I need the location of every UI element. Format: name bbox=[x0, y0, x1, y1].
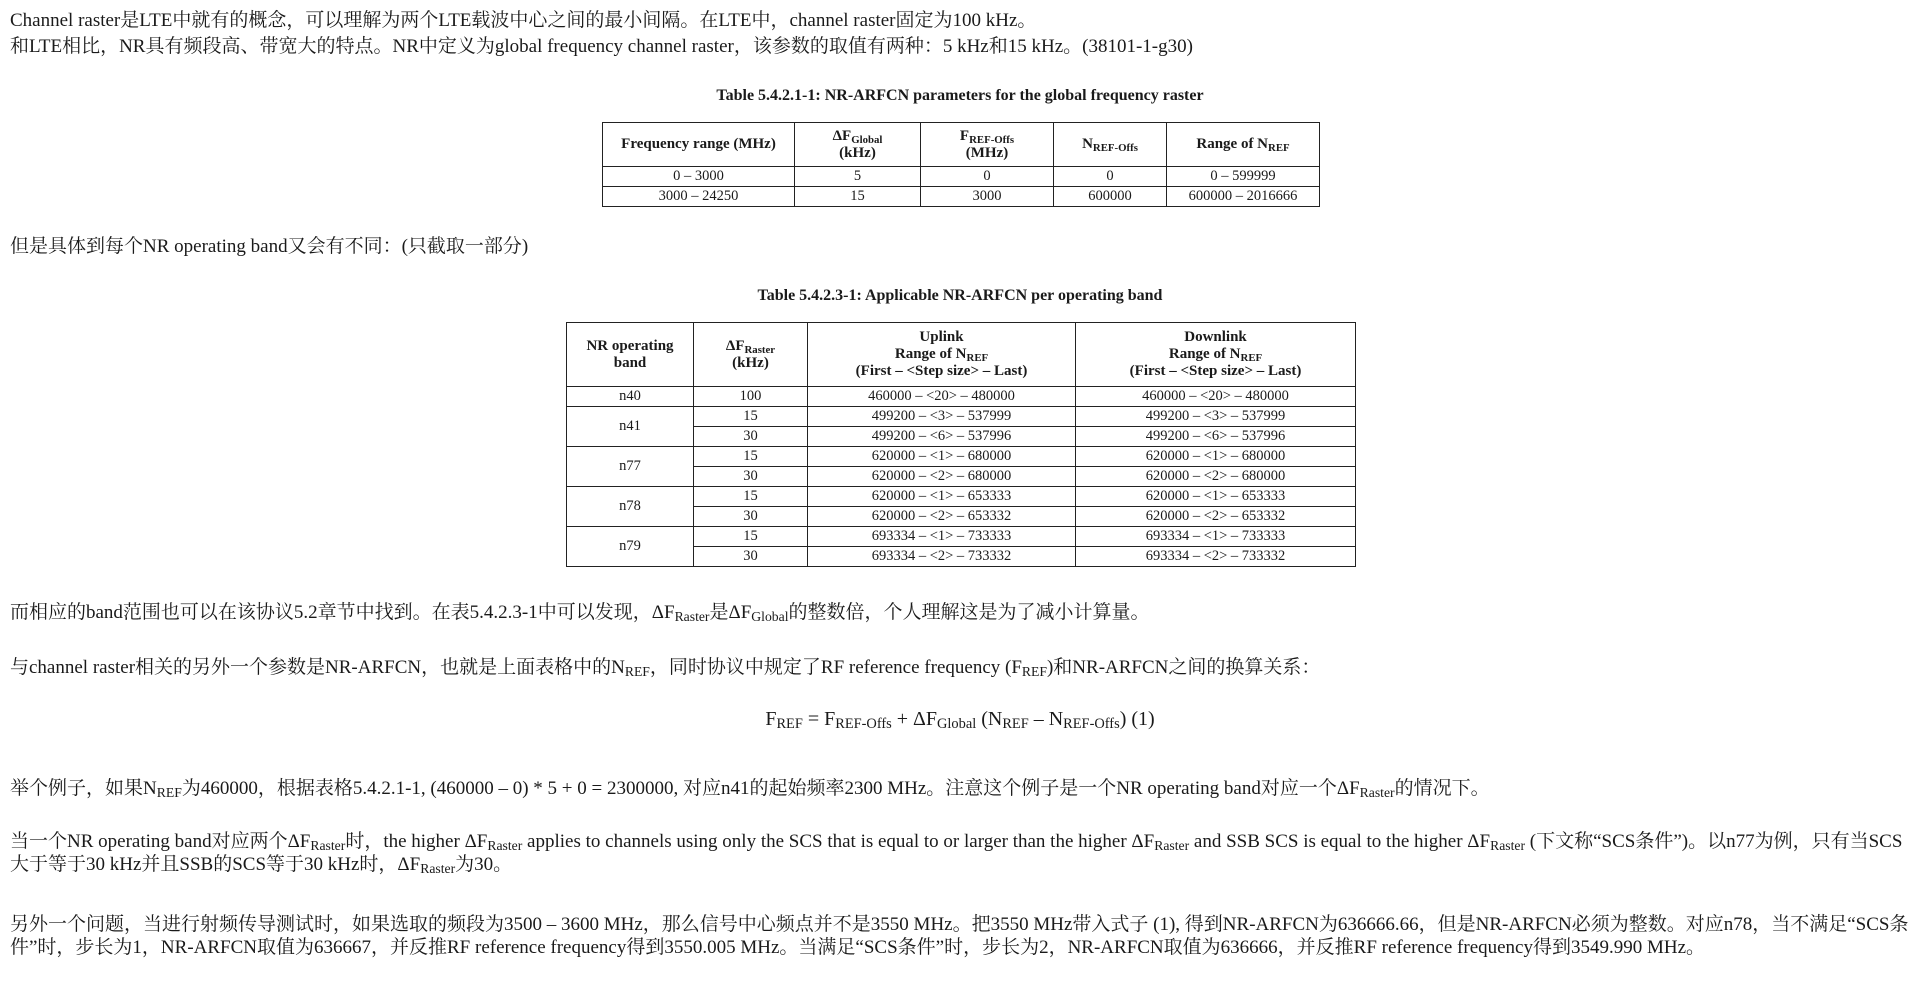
header-uplink: Uplink Range of $N_{REF}$ (First – <Step size> – Last) bbox=[808, 323, 1076, 387]
downlink-cell: 620000 – <1> – 680000 bbox=[1076, 447, 1356, 467]
raster-cell: 15 bbox=[694, 407, 808, 427]
raster-cell: 30 bbox=[694, 467, 808, 487]
raster-cell: 15 bbox=[694, 527, 808, 547]
raster-cell: 30 bbox=[694, 507, 808, 527]
downlink-cell: 460000 – <20> – 480000 bbox=[1076, 387, 1356, 407]
paragraph-per-band: 但是具体到每个NR operating band又会有不同：(只截取一部分) bbox=[10, 236, 529, 257]
formula-fref: $F_{REF} = F_{REF-Offs} + \Delta F_{Global}$ $(N_{REF} - N_{REF-Offs})$ (1) bbox=[765, 708, 1155, 732]
uplink-cell: 460000 – <20> – 480000 bbox=[808, 387, 1076, 407]
table-row bbox=[567, 387, 1356, 407]
uplink-cell: 620000 – <2> – 680000 bbox=[808, 467, 1076, 487]
downlink-cell: 693334 – <2> – 733332 bbox=[1076, 547, 1356, 567]
table-row: 0 – 3000 5 0 0 0 – 599999 bbox=[603, 167, 1320, 187]
table-row bbox=[567, 527, 1356, 547]
downlink-cell: 499200 – <6> – 537996 bbox=[1076, 427, 1356, 447]
raster-cell: 30 bbox=[694, 427, 808, 447]
downlink-cell: 620000 – <2> – 653332 bbox=[1076, 507, 1356, 527]
uplink-cell: 499200 – <6> – 537996 bbox=[808, 427, 1076, 447]
paragraph-scs-condition: 当一个NR operating band对应两个$\Delta F_{Raster}$时，the higher $\Delta F_{Raster}$ applies to channels using only the SCS that is equal to or larger than the higher $\Delta F_{Raster}$ and SSB SCS is equal to the higher $\Delta F_{Raster}$ (下文称“SCS条件”)。以n77为例，只有当SCS大于等于30 kHz并且SSB的SCS等于30 kHz时，$\Delta F_{Raster}$为30。 bbox=[10, 831, 1903, 876]
table2-caption: Table 5.4.2.3-1: Applicable NR-ARFCN per operating band bbox=[757, 287, 1163, 304]
uplink-cell: 620000 – <1> – 680000 bbox=[808, 447, 1076, 467]
table-row: 3000 – 24250 15 3000 600000 600000 – 2016666 bbox=[603, 187, 1320, 207]
band-cell: n41 bbox=[567, 407, 694, 447]
table-row bbox=[567, 407, 1356, 427]
downlink-cell: 499200 – <3> – 537999 bbox=[1076, 407, 1356, 427]
table-operating-band bbox=[566, 322, 1356, 567]
uplink-cell: 620000 – <1> – 653333 bbox=[808, 487, 1076, 507]
downlink-cell: 693334 – <1> – 733333 bbox=[1076, 527, 1356, 547]
raster-cell: 100 bbox=[694, 387, 808, 407]
table-row bbox=[567, 447, 1356, 467]
paragraph-rf-test: 另外一个问题，当进行射频传导测试时，如果选取的频段为3500 – 3600 MHz，那么信号中心频点并不是3550 MHz。把3550 MHz带入式子 (1), 得到NR-ARFCN为636666.66，但是NR-ARFCN必须为整数。对应n78，当不满足“SCS条件”时，步长为1，NR-ARFCN取值为636667，并反推RF reference frequency得到3550.005 MHz。当满足“SCS条件”时，步长为2，NR-ARFCN取值为636666，并反推RF reference frequency得到3549.990 MHz。 bbox=[10, 914, 1909, 958]
raster-cell: 15 bbox=[694, 447, 808, 467]
band-cell: n78 bbox=[567, 487, 694, 527]
table-row bbox=[567, 487, 1356, 507]
table1-caption: Table 5.4.2.1-1: NR-ARFCN parameters for the global frequency raster bbox=[716, 87, 1204, 104]
paragraph-nr-arfcn: 与channel raster相关的另外一个参数是NR-ARFCN，也就是上面表格中的$N_{REF}$，同时协议中规定了RF reference frequency $(F_{REF})$和NR-ARFCN之间的换算关系： bbox=[10, 657, 1321, 679]
paragraph-integer-multiple: 而相应的band范围也可以在该协议5.2章节中找到。在表5.4.2.3-1中可以发现，$\Delta F_{Raster}$是$\Delta F_{Global}$的整数倍，个人理解这是为了减小计算量。 bbox=[10, 602, 1150, 624]
uplink-cell: 693334 – <1> – 733333 bbox=[808, 527, 1076, 547]
header-f-ref-offs: $F_{REF-Offs}$ (MHz) bbox=[921, 123, 1054, 167]
uplink-cell: 693334 – <2> – 733332 bbox=[808, 547, 1076, 567]
uplink-cell: 620000 – <2> – 653332 bbox=[808, 507, 1076, 527]
header-downlink: Downlink Range of $N_{REF}$ (First – <Step size> – Last) bbox=[1076, 323, 1356, 387]
downlink-cell: 620000 – <1> – 653333 bbox=[1076, 487, 1356, 507]
header-frequency-range: Frequency range (MHz) bbox=[603, 123, 795, 167]
header-nr-band: NR operating band bbox=[567, 323, 694, 387]
band-cell: n40 bbox=[567, 387, 694, 407]
downlink-cell: 620000 – <2> – 680000 bbox=[1076, 467, 1356, 487]
band-cell: n77 bbox=[567, 447, 694, 487]
table-global-raster bbox=[602, 122, 1320, 207]
paragraph-example: 举个例子，如果$N_{REF}$为460000，根据表格5.4.2.1-1, (460000 – 0) * 5 + 0 = 2300000, 对应n41的起始频率2300 MHz。注意这个例子是一个NR operating band对应一个$\Delta F_{Raster}$的情况下。 bbox=[10, 778, 1490, 800]
raster-cell: 30 bbox=[694, 547, 808, 567]
band-cell: n79 bbox=[567, 527, 694, 567]
paragraph-channel-raster: Channel raster是LTE中就有的概念，可以理解为两个LTE载波中心之间的最小间隔。在LTE中，channel raster固定为100 kHz。 bbox=[10, 10, 1037, 31]
header-delta-f-raster: $\Delta F_{Raster}$ (kHz) bbox=[694, 323, 808, 387]
uplink-cell: 499200 – <3> – 537999 bbox=[808, 407, 1076, 427]
raster-cell: 15 bbox=[694, 487, 808, 507]
header-delta-f-global: $\Delta F_{Global}$ (kHz) bbox=[795, 123, 921, 167]
header-n-ref-offs: $N_{REF-Offs}$ bbox=[1054, 123, 1167, 167]
header-range-nref: Range of $N_{REF}$ bbox=[1167, 123, 1320, 167]
paragraph-global-raster: 和LTE相比，NR具有频段高、带宽大的特点。NR中定义为global frequency channel raster，该参数的取值有两种：5 kHz和15 kHz。(38101-1-g30) bbox=[10, 36, 1193, 57]
